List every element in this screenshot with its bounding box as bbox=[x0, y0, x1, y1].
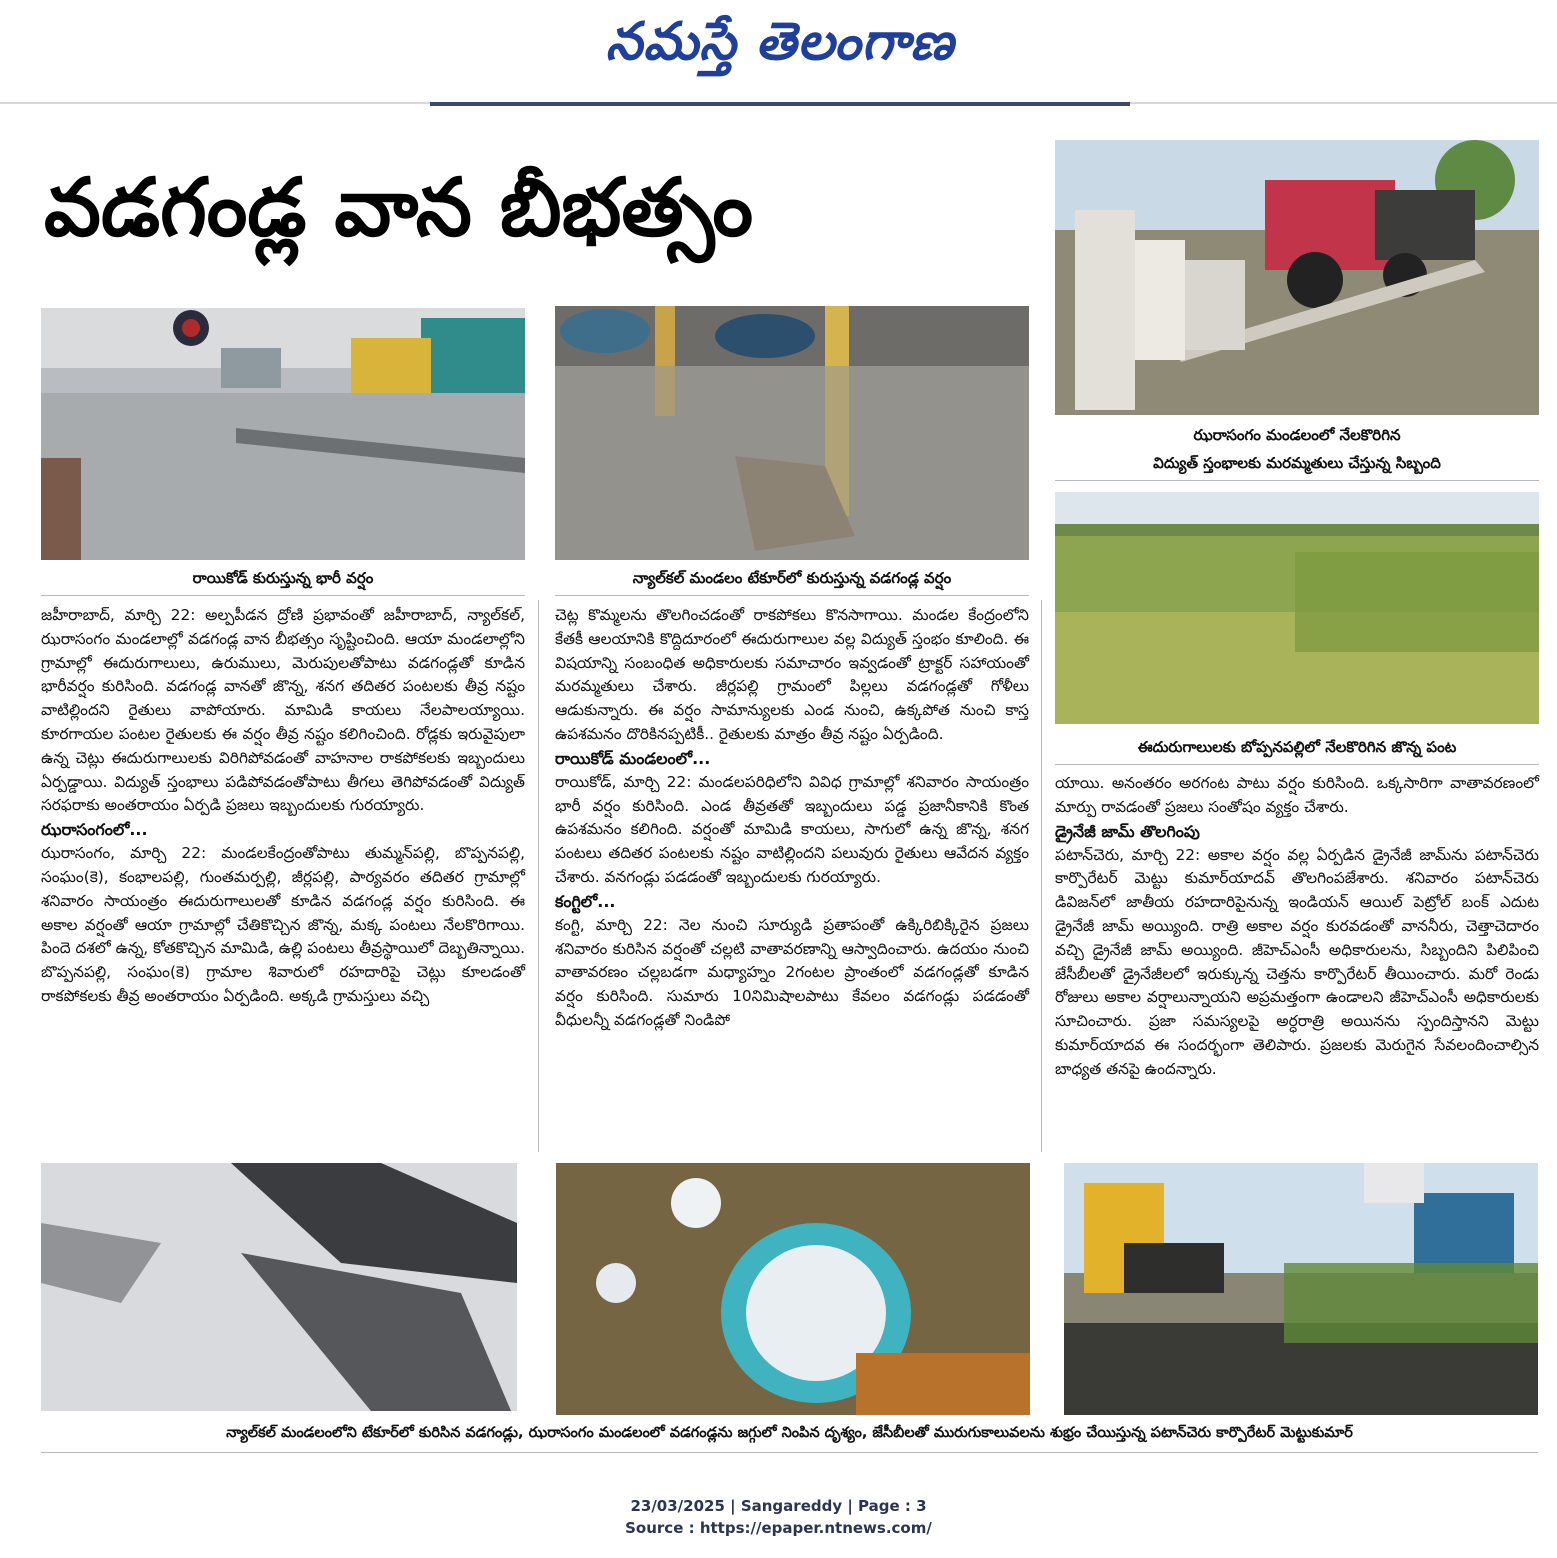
article-column-3 bbox=[1055, 772, 1539, 1082]
photo-jcb-drain-cleaning bbox=[1064, 1163, 1538, 1415]
rule-caption-col1 bbox=[41, 595, 525, 596]
bottom-caption-rule bbox=[41, 1452, 1538, 1453]
photo-hail-in-bowl bbox=[556, 1163, 1030, 1415]
photo-pole-repair bbox=[1055, 140, 1539, 415]
masthead bbox=[0, 0, 1557, 110]
column2-paragraph-1: చెట్ల కొమ్మలను తొలగించడంతో రాకపోకలు కొనసాగాయి. మండల కేంద్రంలోని కేతకీ ఆలయానికి కొద్దిదూరంలో ఈదురుగాలుల వల్ల విద్యుత్ స్తంభం కూలింది. ఈ విషయాన్ని సంబంధిత అధికారులకు సమాచారం ఇవ్వడంతో ట్రాక్టర్ సహాయంతో మరమ్మతులు చేశారు. జీర్లపల్లి గ్రామంలో పిల్లలు వడగండ్లతో గోళీలు ఆడుకున్నారు. ఈ వర్షం సామాన్యులకు ఎండ నుంచి, ఉక్కపోత నుంచి కాస్త ఉపశమనం దొరికినప్పటికీ.. రైతులకు మాత్రం తీవ్ర నష్టం ఏర్పడింది. bbox=[555, 606, 1029, 743]
masthead-rule-accent bbox=[430, 102, 1130, 106]
headline: వడగండ్ల వాన బీభత్సం bbox=[44, 161, 754, 254]
article-column-1 bbox=[41, 604, 525, 1009]
photo-raikode-rain-image bbox=[41, 308, 525, 560]
column-divider-1 bbox=[538, 600, 539, 1152]
rule-caption-col2 bbox=[555, 595, 1029, 596]
article-column-2 bbox=[555, 604, 1029, 1033]
photo-fallen-crop-caption: ఈదురుగాలులకు బోప్పనపల్లిలో నేలకొరిగిన జొన్న పంట bbox=[1137, 738, 1457, 756]
rule-caption-col3b bbox=[1055, 764, 1539, 765]
subhead-kangti: కంగ్టిలో... bbox=[555, 891, 616, 911]
photo-hailstones-ground-image bbox=[41, 1163, 517, 1411]
photo-jcb-drain-cleaning-image bbox=[1064, 1163, 1538, 1415]
column1-paragraph-1: జహీరాబాద్, మార్చి 22: అల్పపీడన ద్రోణి ప్రభావంతో జహీరాబాద్, న్యాల్‌కల్, ఝరాసంగం మండలాల్లో వడగండ్ల వాన బీభత్సం సృష్టించింది. ఆయా మండలాల్లోని గ్రామాల్లో ఈదురుగాలులు, ఉరుములు, మెరుపులతోపాటు వడగండ్లతో కూడిన భారీవర్షం కురిసింది. వడగండ్ల వానతో జొన్న, శనగ తదితర పంటలకు తీవ్ర నష్టం వాటిల్లిందని రైతులు వాపోయారు. మామిడి కాయలు నేలపాలయ్యాయి. కూరగాయల పంటల రైతులకు ఈ వర్షం తీవ్ర నష్టం కలిగించింది. రోడ్లకు ఇరువైపులా ఉన్న చెట్లు ఈదురుగాలులకు విరిగిపోవడంతో వాహనాల రాకపోకలకు ఇబ్బందులు ఏర్పడ్డాయి. విద్యుత్ స్తంభాలు పడిపోవడంతోపాటు తీగలు తెగిపోవడంతో విద్యుత్ సరఫరాకు అంతరాయం ఏర్పడి ప్రజలు ఇబ్బందులకు గురయ్యారు. bbox=[41, 606, 525, 815]
photo-fallen-crop-image bbox=[1055, 492, 1539, 724]
photo-tekur-hail-image bbox=[555, 306, 1029, 560]
photo-pole-repair-caption-line1: ఝరాసంగం మండలంలో నేలకొరిగిన bbox=[1193, 426, 1401, 444]
column1-paragraph-2: ఝరాసంగం, మార్చి 22: మండలకేంద్రంతోపాటు తుమ్మన్‌పల్లి, బొప్పనపల్లి, సంఘం(కె), కంభాలపల్లి, గుంతమర్పల్లి, జీర్లపల్లి, పార్యవరం తదితర గ్రామాల్లో శనివారం సాయంత్రం ఈదురుగాలులతో కూడిన వడగండ్ల వర్షం కురిసింది. ఈ అకాల వర్షంతో ఆయా గ్రామాల్లో చేతికొచ్చిన జొన్న, మక్క పంటలు నేలకొరిగాయి. పిందె దశలో ఉన్న, కోతకొచ్చిన మామిడి, ఉల్లి పంటలు తీవ్రస్థాయిలో దెబ్బతిన్నాయి. బొప్పనపల్లి, సంఘం(కె) గ్రామాల శివారులో రహదారిపై చెట్లు కూలడంతో రాకపోకలకు తీవ్ర అంతరాయం ఏర్పడింది. అక్కడి గ్రామస్తులు వచ్చి bbox=[41, 844, 525, 1005]
subhead-raikode: రాయికోడ్ మండలంలో... bbox=[555, 748, 711, 768]
photo-raikode-rain-caption: రాయికోడ్ కురుస్తున్న భారీ వర్షం bbox=[192, 569, 374, 587]
photo-pole-repair-caption-line2: విద్యుత్ స్తంభాలకు మరమ్మతులు చేస్తున్న సిబ్బంది bbox=[1153, 454, 1441, 472]
photo-pole-repair-image bbox=[1055, 140, 1539, 415]
photo-raikode-rain bbox=[41, 308, 525, 560]
footer-edition-info: 23/03/2025 | Sangareddy | Page : 3 bbox=[630, 1497, 927, 1515]
column3-paragraph-1: యాయి. అనంతరం అరగంట పాటు వర్షం కురిసింది. ఒక్కసారిగా వాతావరణంలో మార్పు రావడంతో ప్రజలు సంతోషం వ్యక్తం చేశారు. bbox=[1055, 774, 1539, 816]
photo-hail-in-bowl-image bbox=[556, 1163, 1030, 1415]
photo-tekur-hail-caption: న్యాల్‌కల్ మండలం టేకూర్‌లో కురుస్తున్న వడగండ్ల వర్షం bbox=[632, 569, 952, 587]
column2-paragraph-3: కంగ్టి, మార్చి 22: నెల నుంచి సూర్యుడి ప్రతాపంతో ఉక్కిరిబిక్కిరైన ప్రజలు శనివారం కురిసిన వర్షంతో చల్లటి వాతావరణాన్ని ఆస్వాదించారు. ఉదయం నుంచి వాతావరణం చల్లబడగా మధ్యాహ్నం 2గంటల ప్రాంతంలో వడగండ్లతో కూడిన వర్షం కురిసింది. సుమారు 10నిమిషాలపాటు కేవలం వడగండ్లు పడడంతో వీధులన్నీ వడగండ్లతో నిండిపో bbox=[555, 915, 1029, 1029]
photo-hailstones-ground bbox=[41, 1163, 517, 1411]
column-divider-2 bbox=[1041, 600, 1042, 1152]
photo-fallen-crop bbox=[1055, 492, 1539, 724]
subhead-jharasangam: ఝరాసంగంలో... bbox=[41, 820, 148, 840]
photo-tekur-hail bbox=[555, 306, 1029, 560]
footer-source-link[interactable]: Source : https://epaper.ntnews.com/ bbox=[625, 1519, 932, 1537]
rule-caption-col3 bbox=[1055, 480, 1539, 481]
newspaper-logo: నమస్తే తెలంగాణ bbox=[605, 12, 955, 72]
bottom-photos-caption: న్యాల్‌కల్ మండలంలోని టేకూర్‌లో కురిసిన వడగండ్లు, ఝరాసంగం మండలంలో వడగండ్లను జగ్గులో నింపిన దృశ్యం, జేసీబీలతో మురుగుకాలువలను శుభ్రం చేయిస్తున్న పటాన్‌చెరు కార్పొరేటర్ మెట్టుకుమార్ bbox=[226, 1425, 1353, 1441]
column3-paragraph-2: పటాన్‌చెరు, మార్చి 22: అకాల వర్షం వల్ల ఏర్పడిన డ్రైనేజీ జామ్‌ను పటాన్‌చెరు కార్పొరేటర్ మెట్టు కుమార్‌యాదవ్ తొలగింపజేశారు. శనివారం పటాన్‌చెరు డివిజన్‌లో జాతీయ రహదారిపైనున్న ఇండియన్ ఆయిల్ పెట్రోల్ బంక్ ఎదుట డ్రైనేజీ జామ్ అయ్యింది. రాత్రి అకాల వర్షం కురవడంతో వాననీరు, చెత్తాచెదారం వచ్చి డ్రైనేజీ జామ్ అయ్యింది. జీహెచ్‌ఎంసీ అధికారులను, సిబ్బందిని పిలిపించి జేసీబీలతో డ్రైనేజీలలో ఇరుక్కున్న చెత్తను కార్పొరేటర్ తీయించారు. మరో రెండు రోజులు అకాల వర్షాలున్నాయని అప్రమత్తంగా ఉండాలని జీహెచ్‌ఎంసీ అధికారులకు సూచించారు. ప్రజా సమస్యలపై అర్ధరాత్రి అయినను స్పందిస్తానని మెట్టు కుమార్‌యాదవ ఈ సందర్భంగా తెలిపారు. ప్రజలకు మెరుగైన సేవలందించాల్సిన బాధ్యత తనపై ఉందన్నారు. bbox=[1055, 845, 1539, 1078]
column2-paragraph-2: రాయికోడ్, మార్చి 22: మండలపరిధిలోని వివిధ గ్రామాల్లో శనివారం సాయంత్రం భారీ వర్షం కురిసింది. ఎండ తీవ్రతతో ఇబ్బందులు పడ్డ ప్రజానీకానికి కొంత ఉపశమనం కలిగింది. వర్షంతో మామిడి కాయలు, సాగులో ఉన్న జొన్న, శనగ పంటలు తదితర పంటలకు నష్టం వాటిల్లిందని పలువురు రైతులు ఆవేదన వ్యక్తం చేశారు. వనగండ్లు పడడంతో ఇబ్బందులకు గురయ్యారు. bbox=[555, 772, 1029, 886]
subhead-drainage: డ్రైనేజీ జామ్ తొలగింపు bbox=[1055, 821, 1200, 841]
